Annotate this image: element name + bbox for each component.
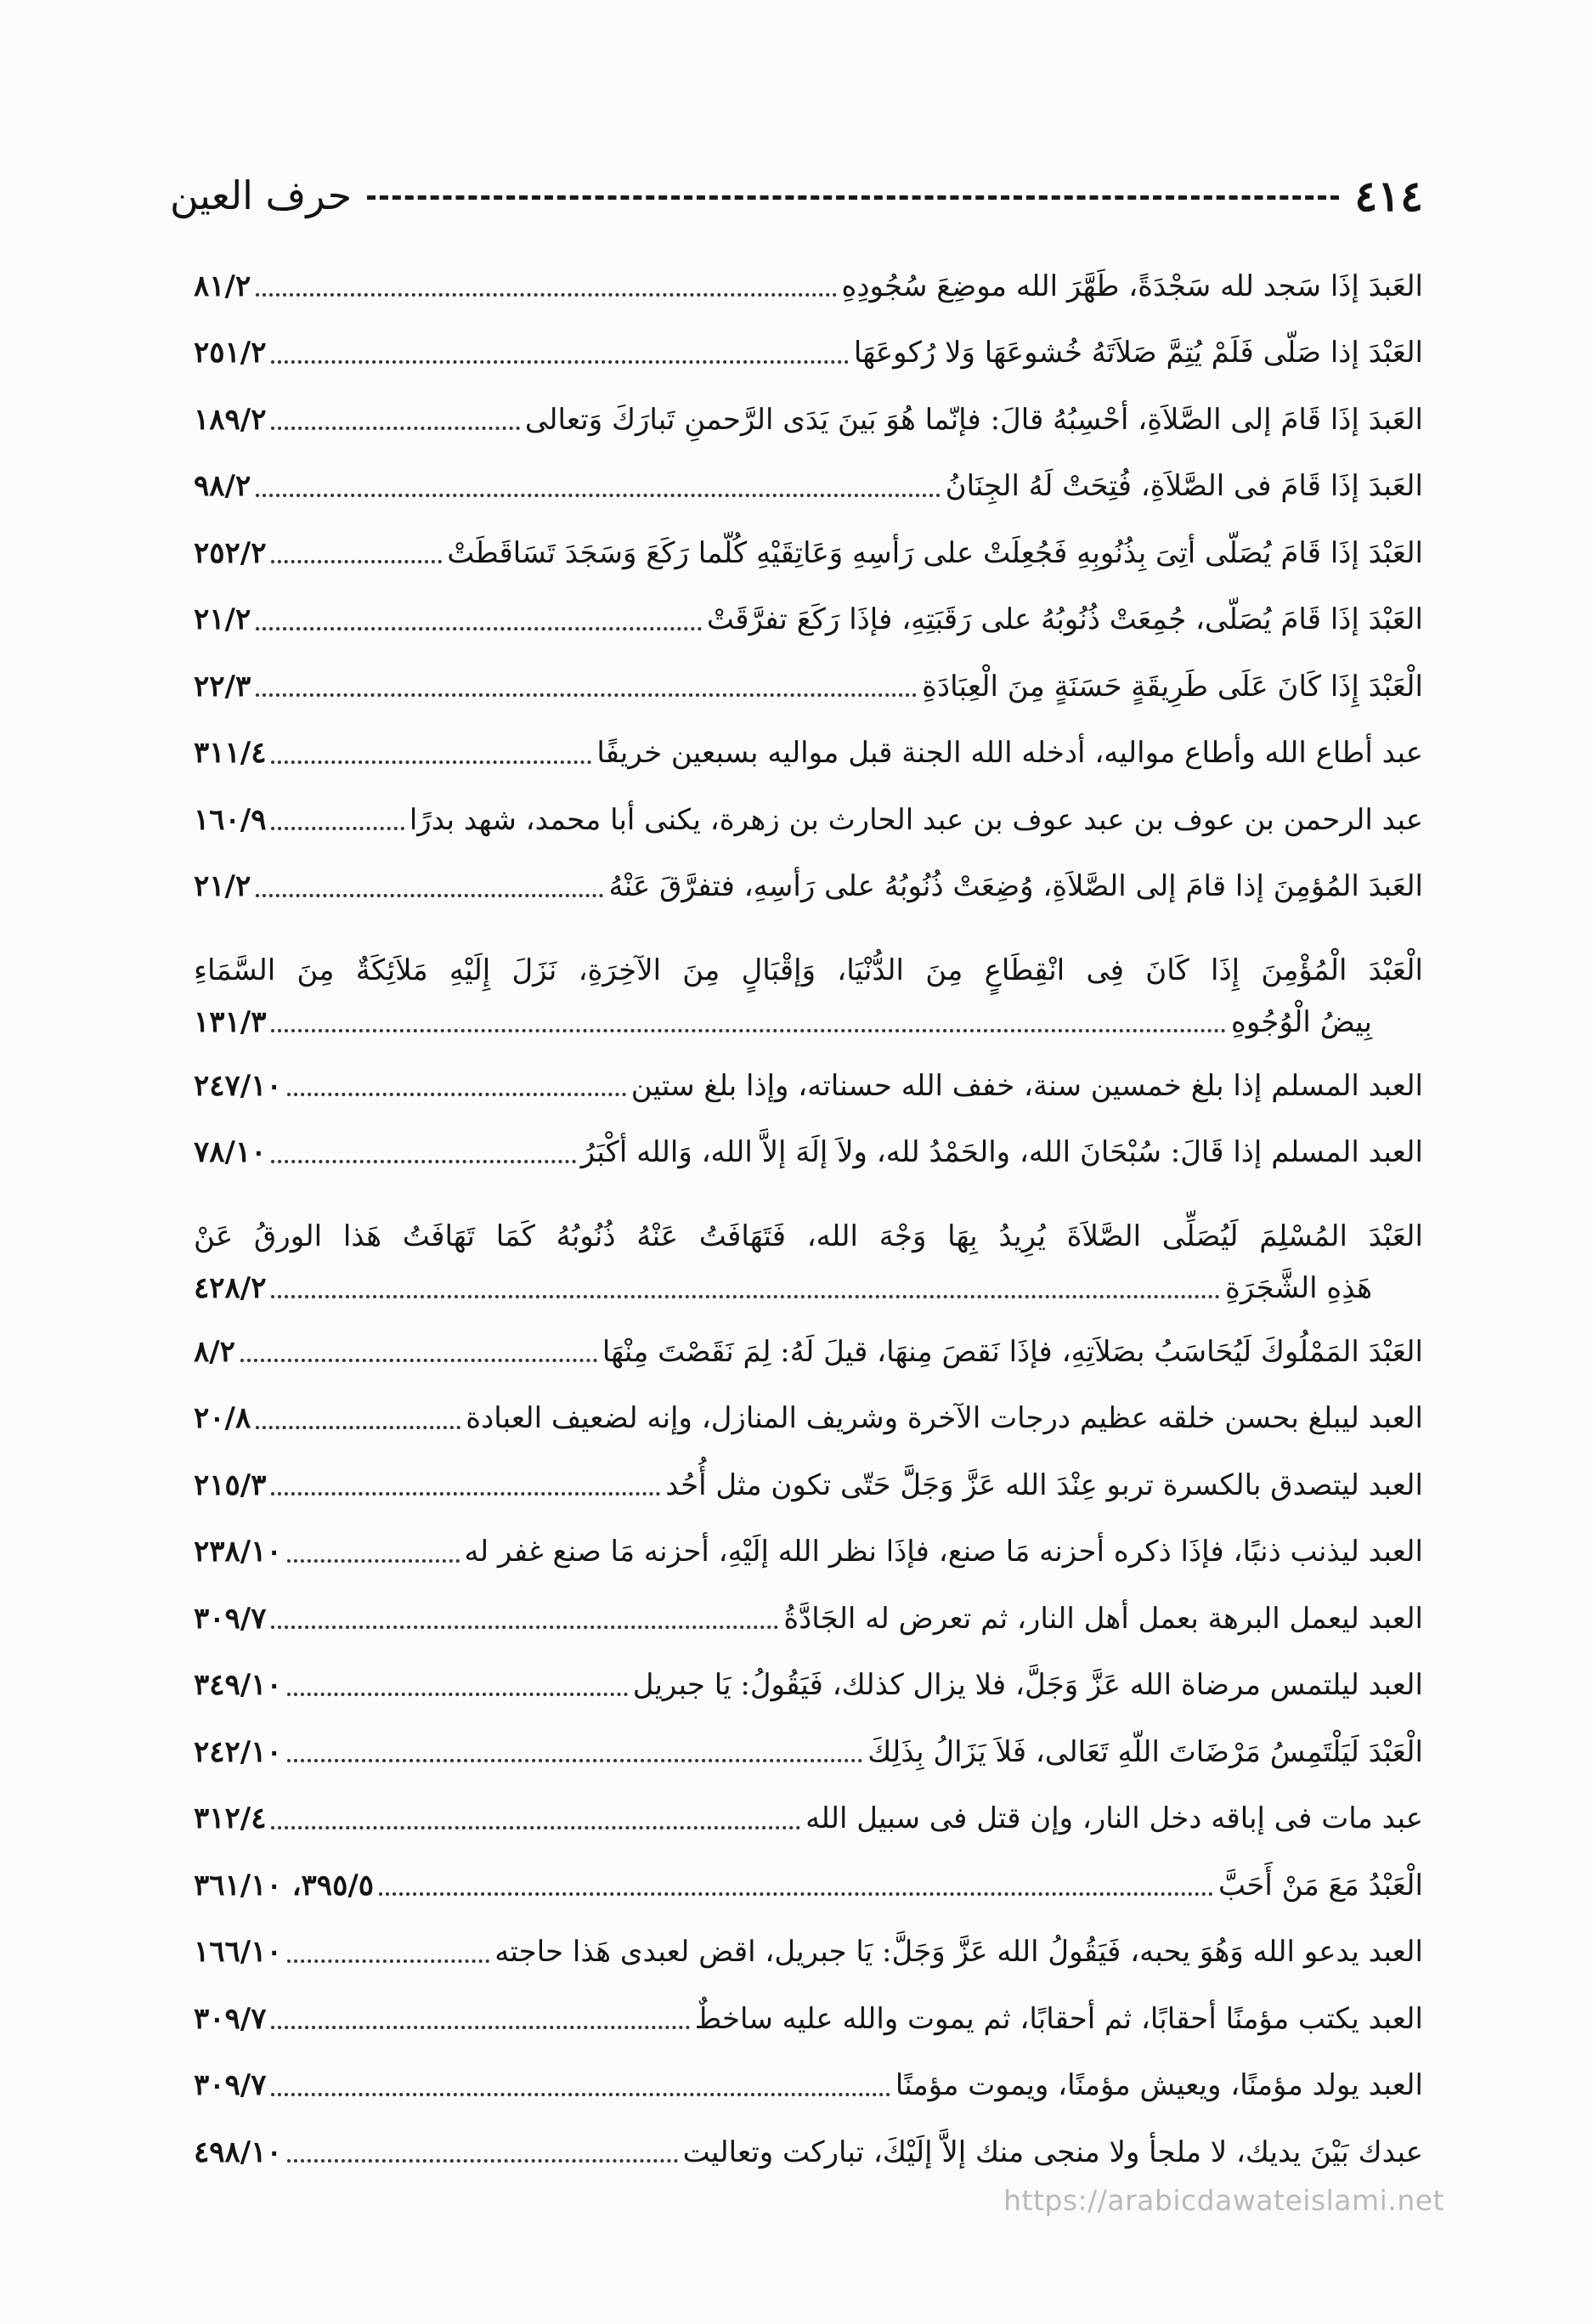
entry-reference: ٣٠٩/٧	[194, 2068, 267, 2103]
entry-text: العبد المسلم إذا بلغ خمسين سنة، خفف الله حسناته، وإذا بلغ ستين	[630, 1068, 1423, 1103]
index-entry	[194, 320, 1423, 387]
dot-leader	[256, 627, 702, 630]
entry-reference: ٢١٥/٣	[194, 1467, 267, 1502]
index-entry	[194, 1120, 1423, 1187]
index-entry	[194, 1519, 1423, 1586]
entry-reference: ٨/٢	[194, 1334, 235, 1369]
entry-reference: ١٣١/٣	[194, 1004, 267, 1039]
index-entry	[194, 1053, 1423, 1120]
index-entry	[194, 1319, 1423, 1386]
dot-leader	[271, 1626, 778, 1629]
entry-text: العَبدَ إذَا قَامَ إلى الصَّلاَةِ، أحْسِبُهُ قالَ: فإنّما هُوَ بَينَ يَدَى الرَّحمنِ تَبارَكَ وَتعالى	[524, 402, 1423, 437]
dot-leader	[271, 827, 404, 830]
index-entries	[194, 253, 1423, 2186]
index-entry	[194, 1452, 1423, 1519]
entry-text: العَبْدَ المَمْلُوكَ لَيُحَاسَبُ بصَلاَتِهِ، فإذَا نَقصَ مِنهَا، قيلَ لَهُ: لِمَ نَقَصْتَ مِنْهَا	[602, 1334, 1423, 1369]
index-entry	[194, 2053, 1423, 2120]
dot-leader	[271, 2093, 890, 2096]
dot-leader	[379, 1892, 1213, 1896]
dot-leader	[287, 1759, 863, 1762]
dot-leader	[287, 1959, 489, 1963]
index-entry	[194, 1786, 1423, 1853]
entry-reference: ٢٢/٣	[194, 669, 251, 704]
dot-leader	[256, 693, 917, 697]
entry-text: العبد ليبلغ بحسن خلقه عظيم درجات الآخرة وشريف المنازل، وإنه لضعيف العبادة	[466, 1401, 1423, 1436]
index-entry	[194, 1586, 1423, 1653]
dot-leader	[256, 293, 836, 297]
entry-reference: ٢٤٧/١٠	[194, 1068, 282, 1103]
index-entry	[194, 1852, 1423, 1920]
dot-leader	[287, 1559, 460, 1563]
entry-reference: ٢٤٢/١٠	[194, 1734, 282, 1769]
index-entry	[194, 787, 1423, 854]
dot-leader	[256, 494, 940, 497]
entry-text: العبد المسلم إذا قَالَ: سُبْحَانَ الله، والحَمْدُ لله، ولاَ إلَهَ إلاَّ الله، وَالله أكْبَرُ	[580, 1135, 1423, 1170]
index-entry	[194, 854, 1423, 921]
entry-text: الْعَبْدَ الْمُؤْمِنَ إِذَا كَانَ فِى انْقِطَاعٍ مِنَ الدُّنْيَا، وَإقْبَالٍ مِنَ الآخِرَةِ، نَزَلَ إِلَيْهِ مَلاَئِكَةٌ مِنَ السَّمَاءِ	[194, 953, 1423, 988]
entry-text: عبد مات فى إباقه دخل النار، وإن قتل فى سبيل الله	[805, 1801, 1423, 1836]
dot-leader	[271, 427, 519, 430]
index-entry-continuation	[194, 992, 1423, 1053]
entry-reference: ٢٣٨/١٠	[194, 1535, 282, 1569]
entry-reference: ٢٥٢/٢	[194, 535, 267, 570]
dot-leader	[271, 360, 848, 364]
dot-leader	[256, 894, 603, 897]
entry-text: الْعَبْدُ مَعَ مَنْ أَحَبَّ	[1218, 1868, 1423, 1903]
entry-reference: ٣٠٩/٧	[194, 2001, 267, 2036]
entry-reference: ٣٠٩/٧	[194, 1601, 267, 1636]
entry-text: العبد يدعو الله وَهُوَ يحبه، فَيَقُولُ الله عَزَّ وَجَلَّ: يَا جبريل، اقض لعبدى هَذا حاجته	[494, 1935, 1423, 1970]
entry-text: العَبدَ المُؤمِنَ إذا قامَ إلى الصَّلاَةِ، وُضِعَتْ ذُنُوبُهُ على رَأسِهِ، فتفرَّقَ عَنْهُ	[608, 869, 1423, 904]
entry-reference: ٢١/٢	[194, 602, 251, 637]
entry-text: العَبدَ إذَا سَجد لله سَجْدَةً، طَهَّرَ الله موضِعَ سُجُودِهِ	[841, 269, 1423, 303]
entry-text-continued: هَذِهِ الشَّجَرَةِ	[1224, 1270, 1372, 1305]
index-entry	[194, 253, 1423, 320]
entry-text: العبد يولد مؤمنًا، ويعيش مؤمنًا، ويموت مؤمنًا	[895, 2068, 1423, 2103]
entry-text: العَبْدَ إذَا قَامَ يُصَلّى، جُمِعَتْ ذُنُوبُهُ على رَقَبَتِهِ، فإذَا رَكَعَ تفرَّقَتْ	[706, 602, 1423, 637]
entry-reference: ٣٩٥/٥، ٣٦١/١٠	[194, 1868, 375, 1903]
entry-reference: ٢١/٢	[194, 869, 251, 904]
dot-leader	[240, 1359, 597, 1362]
entry-reference: ٤٩٨/١٠	[194, 2135, 282, 2169]
entry-text: عبد الرحمن بن عوف بن عبد عوف بن عبد الحارث بن زهرة، يكنى أبا محمد، شهد بدرًا	[409, 802, 1423, 837]
entry-reference: ٩٨/٢	[194, 469, 251, 504]
index-entry-continuation	[194, 1258, 1423, 1319]
entry-reference: ٣١١/٤	[194, 736, 267, 771]
entry-reference: ٨١/٢	[194, 269, 251, 303]
entry-reference: ١٦٦/١٠	[194, 1935, 282, 1970]
entry-reference: ٧٨/١٠	[194, 1135, 267, 1170]
page-number: ٤١٤	[1354, 170, 1423, 221]
index-entry	[194, 2119, 1423, 2186]
entry-reference: ٣٤٩/١٠	[194, 1668, 282, 1703]
section-title: حرف العين	[170, 172, 353, 218]
dot-leader	[271, 1295, 1219, 1298]
dot-leader	[271, 1029, 1226, 1032]
entry-reference: ٤٢٨/٢	[194, 1270, 267, 1305]
index-entry	[194, 1719, 1423, 1786]
index-entry	[194, 920, 1423, 992]
index-entry	[194, 1653, 1423, 1720]
dot-leader	[287, 1093, 626, 1096]
entry-text-continued: بِيضُ الْوُجُوهِ	[1231, 1004, 1372, 1039]
dot-leader	[256, 1426, 460, 1429]
index-entry	[194, 454, 1423, 521]
index-entry	[194, 587, 1423, 654]
index-entry	[194, 1186, 1423, 1258]
entry-text: العَبْدَ إذَا قَامَ يُصَلّى أتِىَ بِذُنُوبِهِ فَجُعِلَتْ على رَأسِهِ وَعَاتِقَيْهِ كُلّما رَكَعَ وَسَجَدَ تَسَاقَطَتْ	[447, 535, 1423, 570]
entry-reference: ٢٠/٨	[194, 1401, 251, 1436]
dot-leader	[287, 1693, 628, 1696]
entry-text: العبد ليعمل البرهة بعمل أهل النار، ثم تعرض له الجَادَّةُ	[783, 1601, 1423, 1636]
dot-leader	[271, 2026, 689, 2029]
entry-text: عبدك بَيْنَ يديك، لا ملجأ ولا منجى منك إلاَّ إلَيْكَ، تباركت وتعاليت	[682, 2135, 1423, 2169]
entry-text: العَبدَ إذَا قَامَ فى الصَّلاَةِ، فُتِحَتْ لَهُ الجِنَانُ	[945, 469, 1423, 504]
dot-leader	[287, 2159, 678, 2163]
index-entry	[194, 1986, 1423, 2053]
entry-reference: ١٨٩/٢	[194, 402, 267, 437]
entry-text: العَبْدَ إذا صَلّى فَلَمْ يُتِمَّ صَلاَتَهُ خُشوعَهَا وَلا رُكوعَهَا	[853, 336, 1423, 370]
entry-reference: ٢٥١/٢	[194, 336, 267, 370]
index-entry	[194, 1386, 1423, 1453]
entry-text: العَبْدَ المُسْلِمَ لَيُصَلِّى الصَّلاَةَ يُرِيدُ بِهَا وَجْهَ الله، فَتَهَافَتُ عَنْهُ ذُنُوبُهُ كَمَا تَهَافَتُ هَذا الورقُ عَنْ	[194, 1219, 1423, 1254]
dot-leader	[271, 1492, 660, 1496]
index-entry	[194, 653, 1423, 721]
entry-text: العبد ليذنب ذنبًا، فإذَا ذكره أحزنه مَا صنع، فإذَا نظر الله إلَيْهِ، أحزنه مَا صنع غفر له	[464, 1535, 1423, 1569]
entry-text: الْعَبْدَ لَيَلْتَمِسُ مَرْضَاتَ اللّهِ تَعَالى، فَلاَ يَزَالُ بِذَلِكَ	[867, 1734, 1423, 1769]
entry-text: الْعَبْدَ إِذَا كَانَ عَلَى طَرِيقَةٍ حَسَنَةٍ مِنَ الْعِبَادَةِ	[922, 669, 1423, 704]
entry-text: العبد يكتب مؤمنًا أحقابًا، ثم أحقابًا، ثم يموت والله عليه ساخطٌ	[694, 2001, 1423, 2036]
entry-text: العبد ليلتمس مرضاة الله عَزَّ وَجَلَّ، فلا يزال كذلك، فَيَقُولُ: يَا جبريل	[632, 1668, 1423, 1703]
index-entry	[194, 1920, 1423, 1987]
page-header	[170, 166, 1423, 225]
entry-text: عبد أطاع الله وأطاع مواليه، أدخله الله الجنة قبل مواليه بسبعين خريفًا	[596, 736, 1423, 771]
dot-leader	[271, 1826, 800, 1829]
index-entry	[194, 721, 1423, 788]
dot-leader	[271, 1160, 575, 1163]
header-dashed-rule	[367, 195, 1339, 200]
entry-text: العبد ليتصدق بالكسرة تربو عِنْدَ الله عَزَّ وَجَلَّ حَتّى تكون مثل أُحُد	[665, 1467, 1423, 1502]
entry-reference: ٣١٢/٤	[194, 1801, 267, 1836]
dot-leader	[271, 560, 442, 563]
index-entry	[194, 520, 1423, 587]
index-entry	[194, 387, 1423, 454]
entry-reference: ١٦٠/٩	[194, 802, 267, 837]
dot-leader	[271, 761, 591, 764]
watermark: https://arabicdawateislami.net	[1003, 2184, 1444, 2217]
